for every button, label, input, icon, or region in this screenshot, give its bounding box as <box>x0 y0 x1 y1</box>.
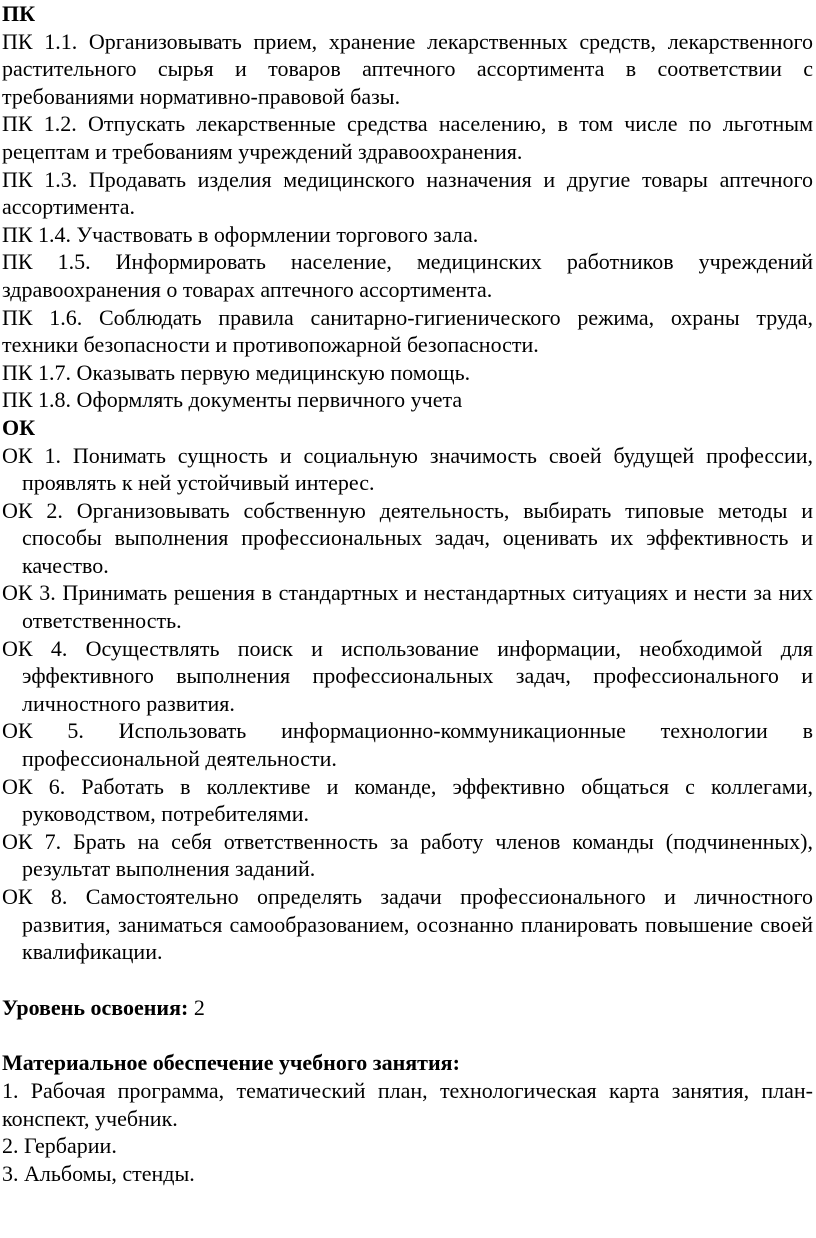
mastery-level <box>2 994 813 1022</box>
ok-item-1: ОК 1. Понимать сущность и социальную значимость своей будущей профессии, проявлять к ней устойчивый интерес. <box>2 442 813 496</box>
mastery-level-label: Уровень освоения: <box>2 994 189 1020</box>
pk-list <box>2 28 813 414</box>
pk-heading: ПК <box>2 1 36 26</box>
pk-item-1-7: ПК 1.7. Оказывать первую медицинскую помощь. <box>2 359 471 385</box>
ok-item-5: ОК 5. Использовать информационно-коммуникационные технологии в профессиональной деятельности. <box>2 718 813 772</box>
materials-heading: Материальное обеспечение учебного занятия: <box>2 1050 460 1076</box>
pk-item-1-2: ПК 1.2. Отпускать лекарственные средства населению, в том числе по льготным рецептам и требованиям учреждений здравоохранения. <box>2 111 813 164</box>
ok-item-2: ОК 2. Организовывать собственную деятельность, выбирать типовые методы и способы выполнения профессиональных задач, оценивать их эффективность и качество. <box>2 497 813 578</box>
ok-heading: ОК <box>2 414 36 440</box>
spacer <box>2 966 813 994</box>
mastery-level-value: 2 <box>193 994 205 1020</box>
pk-item-1-3: ПК 1.3. Продавать изделия медицинского назначения и другие товары аптечного ассортимента. <box>2 166 813 220</box>
materials-section <box>2 1049 813 1187</box>
ok-item-4: ОК 4. Осуществлять поиск и использование информации, необходимой для эффективного выполнения профессиональных задач, профессионального и личностного развития. <box>2 635 813 716</box>
pk-item-1-6: ПК 1.6. Соблюдать правила санитарно-гигиенического режима, охраны труда, техники безопасности и противопожарной безопасности. <box>2 304 813 358</box>
materials-item-3: 3. Альбомы, стенды. <box>2 1160 195 1186</box>
ok-item-6: ОК 6. Работать в коллективе и команде, эффективно общаться с коллегами, руководством, потребителями. <box>2 773 813 827</box>
pk-item-1-5: ПК 1.5. Информировать население, медицинских работников учреждений здравоохранения о товарах аптечного ассортимента. <box>2 249 813 302</box>
materials-item-2: 2. Гербарии. <box>2 1133 117 1159</box>
ok-item-8: ОК 8. Самостоятельно определять задачи профессионального и личностного развития, заниматься самообразованием, осознанно планировать повышение своей квалификации. <box>2 884 813 965</box>
pk-item-1-8: ПК 1.8. Оформлять документы первичного учета <box>2 387 463 413</box>
materials-item-1: 1. Рабочая программа, тематический план, технологическая карта занятия, план-конспект, учебник. <box>2 1077 813 1131</box>
ok-list <box>2 442 813 966</box>
ok-item-7: ОК 7. Брать на себя ответственность за работу членов команды (подчиненных), результат выполнения заданий. <box>2 828 813 882</box>
spacer <box>2 1021 813 1049</box>
pk-item-1-1: ПК 1.1. Организовывать прием, хранение лекарственных средств, лекарственного растительного сырья и товаров аптечного ассортимента в соответствии с требованиями нормативно-правовой базы. <box>2 28 813 109</box>
pk-item-1-4: ПК 1.4. Участвовать в оформлении торгового зала. <box>2 221 479 247</box>
ok-item-3: ОК 3. Принимать решения в стандартных и нестандартных ситуациях и нести за них ответственность. <box>2 580 813 634</box>
